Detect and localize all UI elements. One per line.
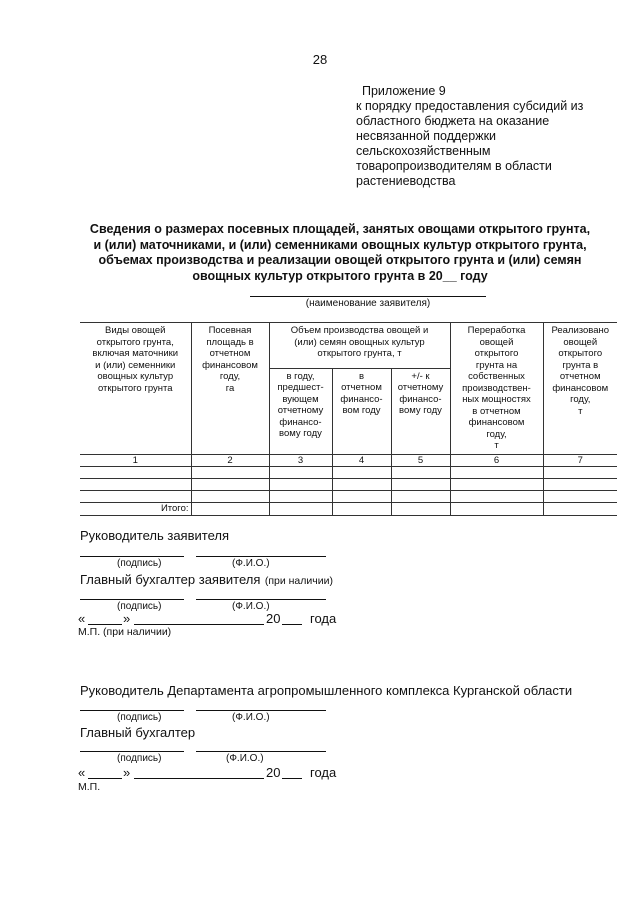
header-plant-types: Виды овощей открытого грунта, включая маточники и (или) семенники овощных культур открытого грунта xyxy=(80,323,191,455)
header-previous-year: в году, предшест- вующем отчетному финансо- вому году xyxy=(269,368,332,454)
name-caption: (Ф.И.О.) xyxy=(232,712,270,723)
signature-line xyxy=(80,599,184,600)
name-caption: (Ф.И.О.) xyxy=(226,753,264,764)
header-row xyxy=(80,323,617,369)
date-open-quote: « xyxy=(78,611,86,626)
signature-caption: (подпись) xyxy=(117,601,162,612)
signature-caption: (подпись) xyxy=(117,712,162,723)
header-reporting-year: в отчетном финансо- вом году xyxy=(332,368,391,454)
title-line: Сведения о размерах посевных площадей, занятых овощами открытого грунта, xyxy=(89,222,591,236)
document-title xyxy=(70,222,610,284)
table-row xyxy=(80,479,617,491)
column-number: 2 xyxy=(191,454,269,467)
date-close-quote: » xyxy=(123,611,131,626)
signature-line xyxy=(80,556,184,557)
header-processing: Переработка овощей открытого грунта на собственных производствен- ных мощностях в отчетном финансовом году, т xyxy=(450,323,543,455)
appendix-line: товаропроизводителям в области xyxy=(356,159,552,173)
header-change: +/- к отчетному финансо- вому году xyxy=(391,368,450,454)
applicant-caption: (наименование заявителя) xyxy=(305,298,431,309)
name-line xyxy=(196,599,326,600)
chief-accountant-label: Главный бухгалтер xyxy=(80,725,196,740)
column-numbers-row xyxy=(80,454,617,467)
stamp-note: М.П. xyxy=(78,781,101,793)
stamp-note: М.П. (при наличии) xyxy=(78,626,172,638)
applicant-name-line xyxy=(250,296,486,297)
table-row xyxy=(80,491,617,503)
date-open-quote: « xyxy=(78,765,86,780)
date-row xyxy=(78,765,358,781)
name-caption: (Ф.И.О.) xyxy=(232,601,270,612)
signature-line xyxy=(80,710,184,711)
title-line: объемах производства и реализации овощей открытого грунта и (или) семян xyxy=(98,253,582,267)
head-department-label: Руководитель Департамента агропромышленного комплекса Курганской области xyxy=(80,683,573,698)
month-line xyxy=(134,624,264,625)
column-number: 6 xyxy=(450,454,543,467)
month-line xyxy=(134,778,264,779)
signature-caption: (подпись) xyxy=(117,558,162,569)
year-suffix: года xyxy=(310,611,337,626)
data-table xyxy=(80,322,617,516)
chief-accountant-applicant xyxy=(80,571,333,589)
column-number: 1 xyxy=(80,454,191,467)
if-available-note: (при наличии) xyxy=(264,575,333,587)
appendix-line: растениеводства xyxy=(356,174,456,188)
table-row xyxy=(80,467,617,479)
date-close-quote: » xyxy=(123,765,131,780)
column-number: 5 xyxy=(391,454,450,467)
name-line xyxy=(196,710,326,711)
title-line: овощных культур открытого грунта в 20__ году xyxy=(192,268,488,283)
year-line xyxy=(282,624,302,625)
header-sold: Реализовано овощей открытого грунта в отчетном финансовом году, т xyxy=(543,323,617,455)
appendix-title: Приложение 9 xyxy=(362,84,446,98)
date-row xyxy=(78,611,358,627)
signature-line xyxy=(80,751,184,752)
signature-caption: (подпись) xyxy=(117,753,162,764)
year-line xyxy=(282,778,302,779)
column-number: 3 xyxy=(269,454,332,467)
page-number: 28 xyxy=(312,52,328,67)
day-line xyxy=(88,624,122,625)
chief-accountant-label: Главный бухгалтер заявителя xyxy=(80,572,261,587)
appendix-line: к порядку предоставления субсидий из xyxy=(356,99,584,113)
name-caption: (Ф.И.О.) xyxy=(232,558,270,569)
appendix-line: сельскохозяйственным xyxy=(356,144,491,158)
head-applicant-label: Руководитель заявителя xyxy=(80,528,229,543)
header-sown-area: Посевная площадь в отчетном финансовом году, га xyxy=(191,323,269,455)
name-line xyxy=(196,556,326,557)
header-production-volume: Объем производства овощей и (или) семян овощных культур открытого грунта, т xyxy=(269,323,450,369)
appendix-block xyxy=(356,84,616,189)
year-prefix: 20 xyxy=(266,765,281,780)
column-number: 7 xyxy=(543,454,617,467)
total-label: Итого: xyxy=(80,503,191,516)
column-number: 4 xyxy=(332,454,391,467)
year-prefix: 20 xyxy=(266,611,281,626)
year-suffix: года xyxy=(310,765,337,780)
appendix-line: несвязанной поддержки xyxy=(356,129,497,143)
day-line xyxy=(88,778,122,779)
total-row xyxy=(80,503,617,516)
name-line xyxy=(196,751,326,752)
title-line: и (или) маточниками, и (или) семенниками овощных культур открытого грунта, xyxy=(93,237,587,252)
appendix-line: областного бюджета на оказание xyxy=(356,114,550,128)
